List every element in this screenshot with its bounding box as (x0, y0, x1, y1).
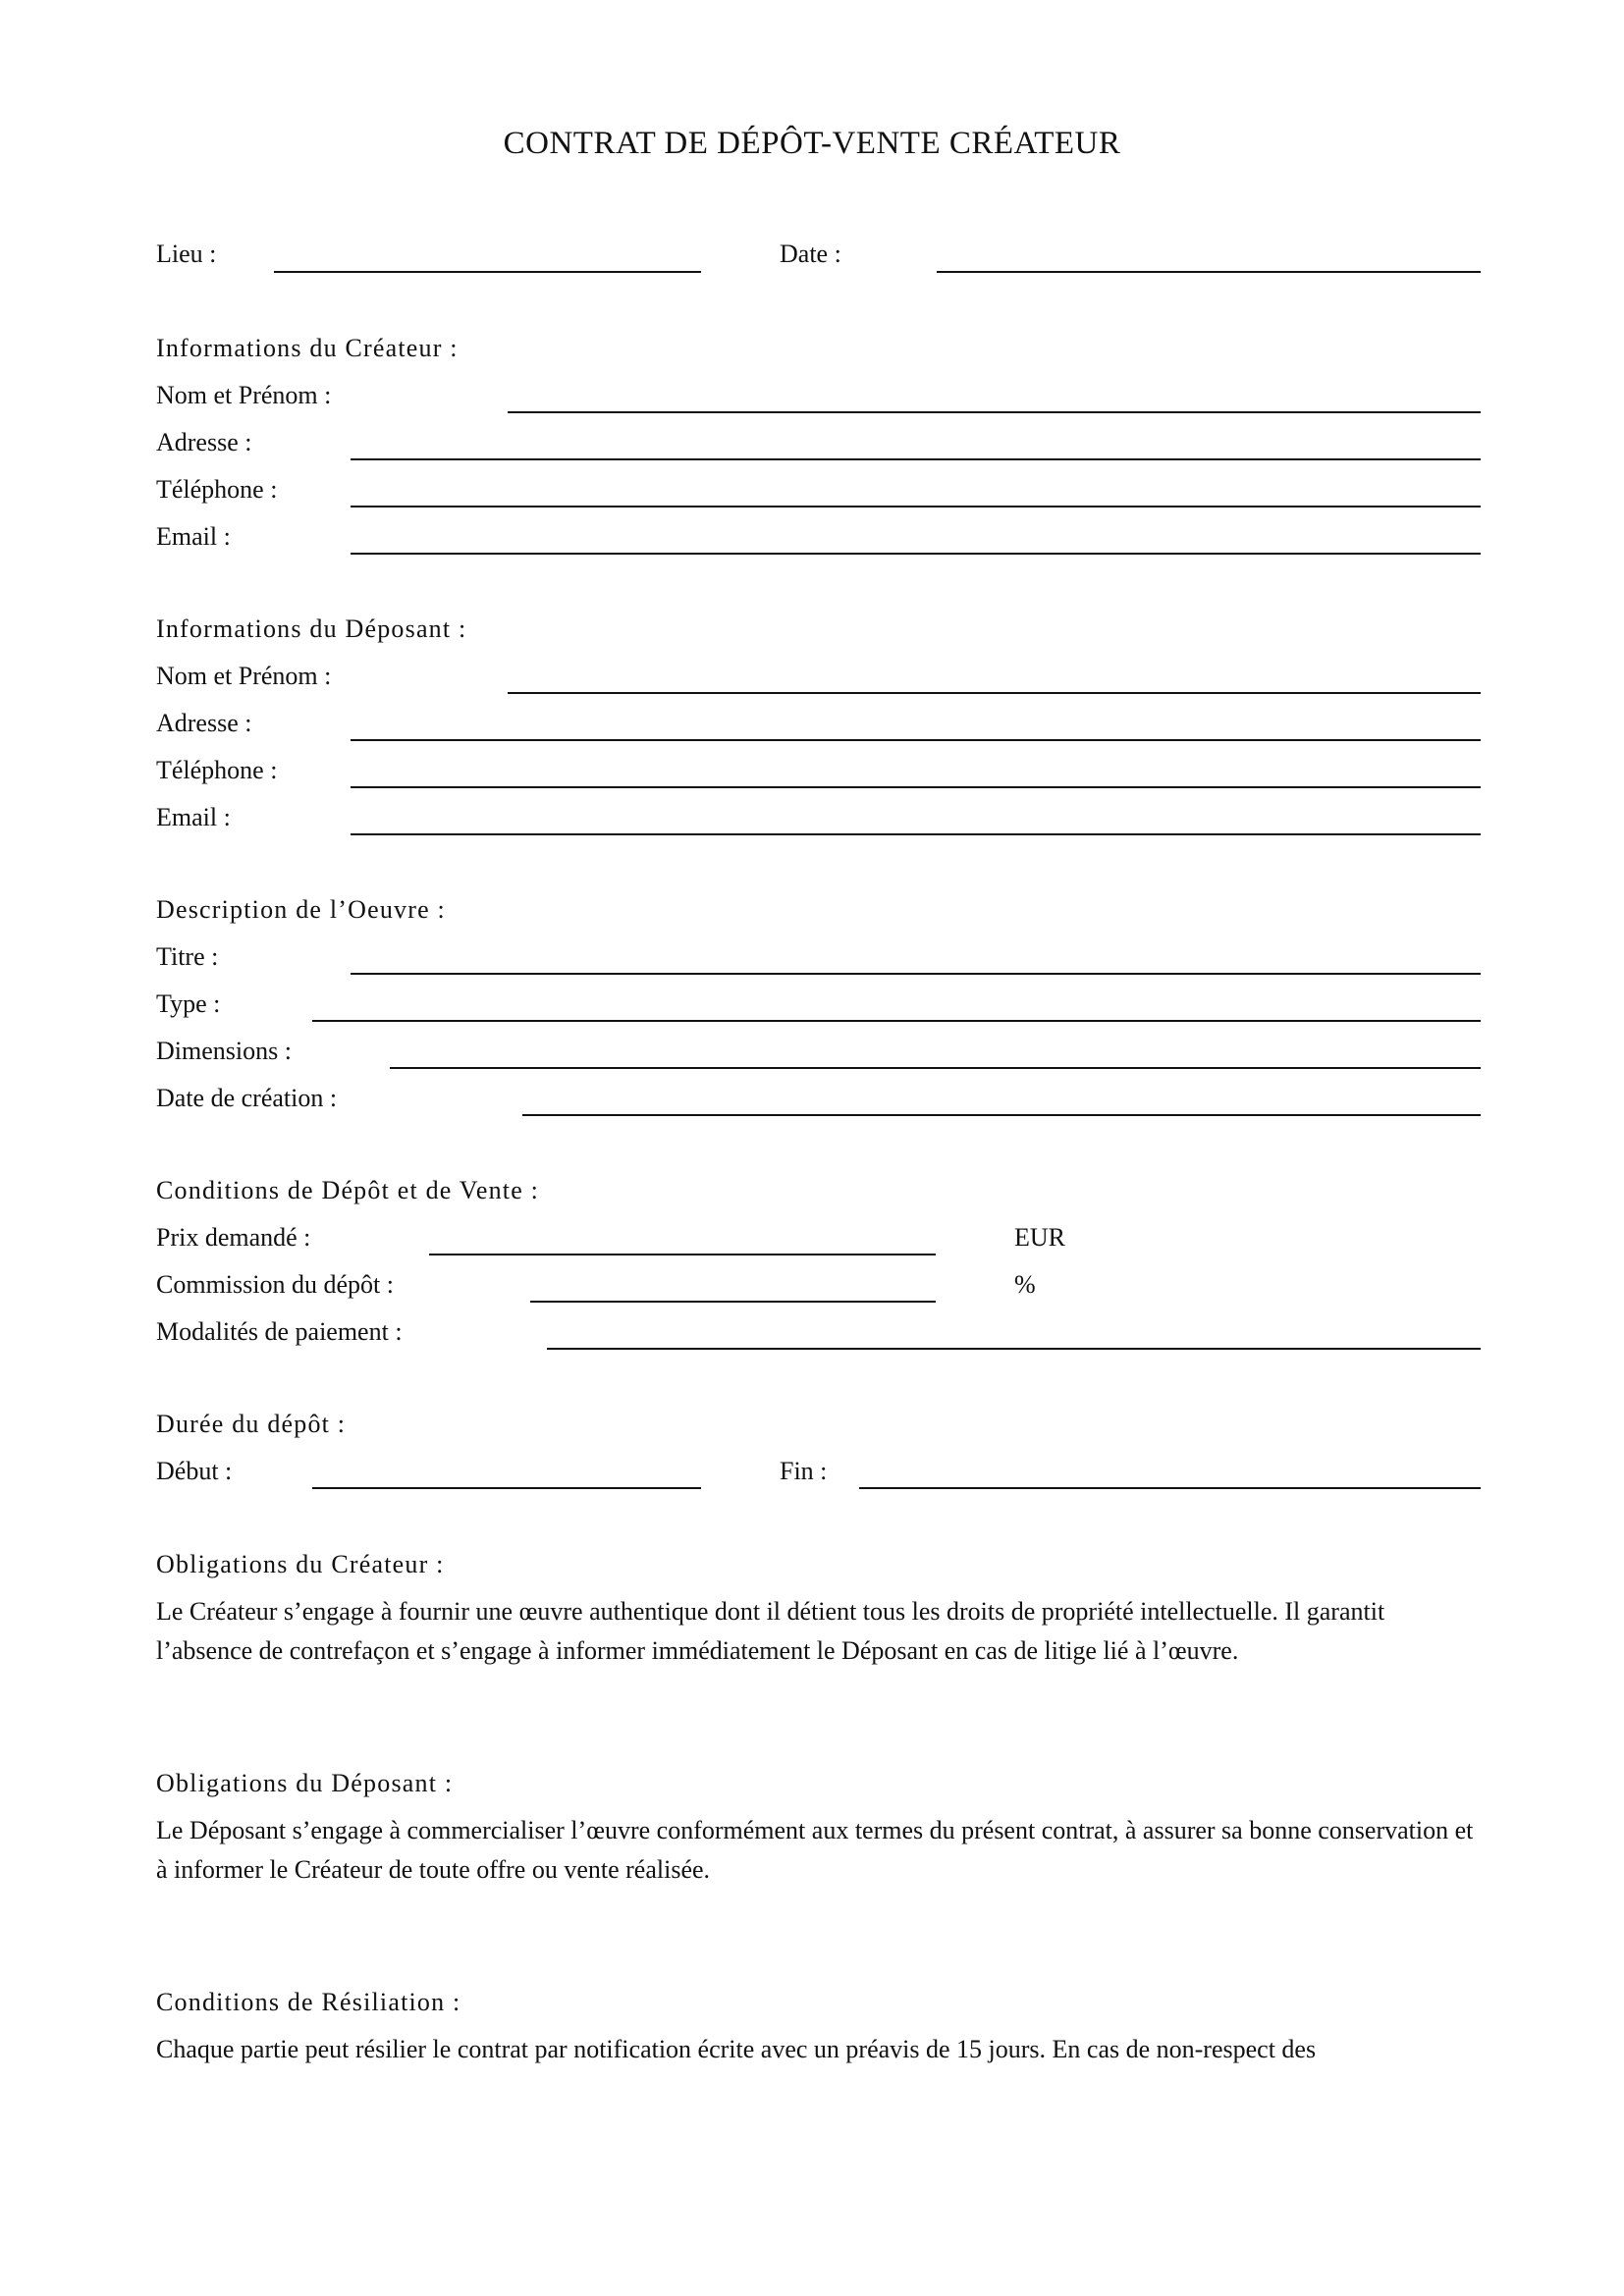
deposant-phone-field[interactable] (351, 786, 1481, 788)
oeuvre-heading: Description de l’Oeuvre : (156, 895, 446, 924)
oeuvre-date-creation-field[interactable] (522, 1114, 1481, 1116)
paiement-label: Modalités de paiement : (156, 1317, 403, 1346)
deposant-name-label: Nom et Prénom : (156, 662, 332, 690)
oeuvre-titre-field[interactable] (351, 973, 1481, 975)
createur-name-field[interactable] (508, 411, 1481, 413)
duree-heading: Durée du dépôt : (156, 1410, 347, 1438)
oeuvre-titre-label: Titre : (156, 942, 219, 971)
fin-label: Fin : (780, 1457, 828, 1485)
deposant-address-label: Adresse : (156, 709, 252, 737)
createur-address-label: Adresse : (156, 428, 252, 456)
resiliation-text: Chaque partie peut résilier le contrat par notification écrite avec un préavis de 15 jours. En cas de non-respect des (156, 2035, 1317, 2063)
debut-label: Début : (156, 1457, 233, 1485)
document-title: CONTRAT DE DÉPÔT-VENTE CRÉATEUR (503, 126, 1121, 161)
lieu-field[interactable] (274, 271, 701, 273)
deposant-address-field[interactable] (351, 739, 1481, 741)
fin-field[interactable] (859, 1487, 1481, 1489)
deposant-email-label: Email : (156, 803, 231, 831)
createur-phone-field[interactable] (351, 506, 1481, 507)
deposant-name-field[interactable] (508, 692, 1481, 694)
lieu-label: Lieu : (156, 240, 217, 268)
date-field[interactable] (937, 271, 1481, 273)
deposant-phone-label: Téléphone : (156, 756, 278, 784)
oeuvre-dimensions-label: Dimensions : (156, 1037, 292, 1065)
resiliation-heading: Conditions de Résiliation : (156, 1988, 461, 2016)
deposant-heading: Informations du Déposant : (156, 614, 467, 643)
createur-email-field[interactable] (351, 553, 1481, 555)
deposant-email-field[interactable] (351, 833, 1481, 835)
oeuvre-type-label: Type : (156, 989, 221, 1018)
obligations-createur-heading: Obligations du Créateur : (156, 1550, 445, 1578)
debut-field[interactable] (312, 1487, 701, 1489)
commission-unit: % (1014, 1270, 1036, 1299)
createur-heading: Informations du Créateur : (156, 334, 459, 362)
date-label: Date : (780, 240, 841, 268)
createur-name-label: Nom et Prénom : (156, 381, 332, 409)
createur-phone-label: Téléphone : (156, 475, 278, 504)
oeuvre-dimensions-field[interactable] (390, 1067, 1481, 1069)
obligations-deposant-text: Le Déposant s’engage à commercialiser l’œuvre conformément aux termes du présent contrat, à assurer sa bonne conservation et à informer le Créateur de toute offre ou vente réalisée. (156, 1816, 1474, 1884)
commission-label: Commission du dépôt : (156, 1270, 394, 1299)
obligations-deposant-heading: Obligations du Déposant : (156, 1769, 454, 1797)
createur-address-field[interactable] (351, 458, 1481, 460)
prix-field[interactable] (429, 1254, 936, 1255)
conditions-heading: Conditions de Dépôt et de Vente : (156, 1176, 540, 1204)
obligations-createur-text: Le Créateur s’engage à fournir une œuvre authentique dont il détient tous les droits de propriété intellectuelle. Il garantit l’absence de contrefaçon et s’engage à informer immédiatement le Déposant en cas de litige lié à l’œuvre. (156, 1597, 1385, 1665)
commission-field[interactable] (530, 1301, 936, 1303)
prix-label: Prix demandé : (156, 1223, 311, 1252)
createur-email-label: Email : (156, 522, 231, 551)
paiement-field[interactable] (547, 1348, 1481, 1350)
oeuvre-date-creation-label: Date de création : (156, 1084, 338, 1112)
oeuvre-type-field[interactable] (312, 1020, 1481, 1022)
prix-unit: EUR (1014, 1223, 1065, 1252)
